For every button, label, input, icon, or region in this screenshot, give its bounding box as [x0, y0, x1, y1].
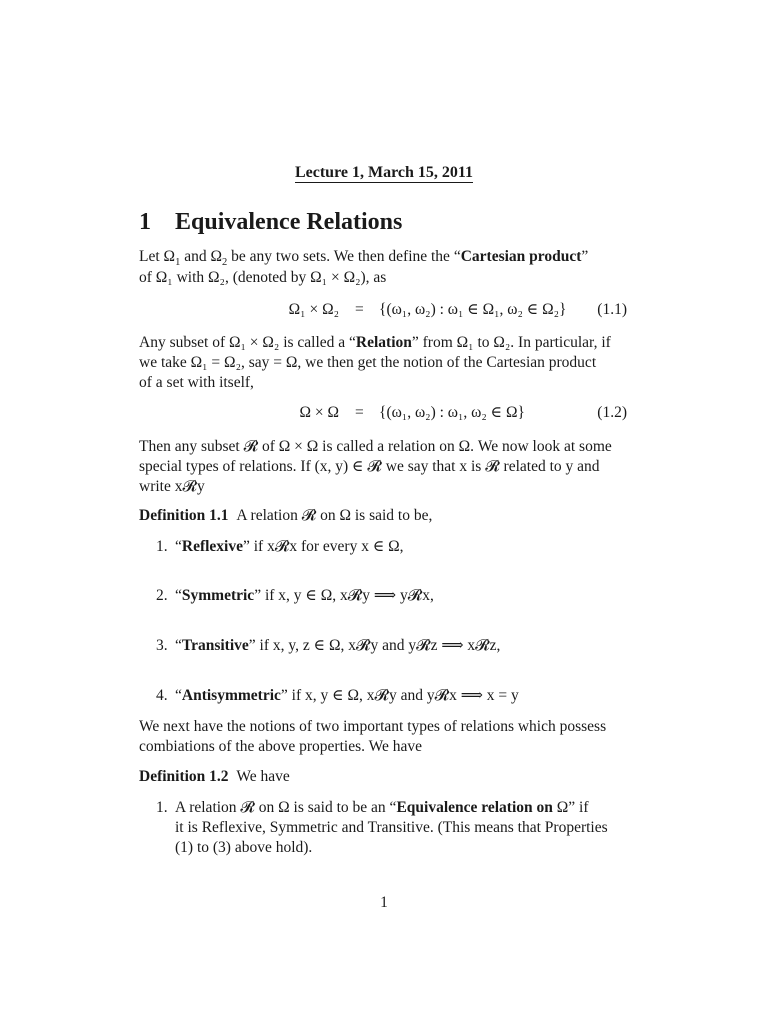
- term-cartesian-product: Cartesian product: [460, 248, 582, 265]
- definition-label: Definition 1.1: [139, 507, 229, 524]
- then-line-1: Then any subset 𝓡 of Ω × Ω is called a relation on Ω. We now look at some: [139, 438, 612, 455]
- equation-equals: =: [355, 301, 364, 318]
- equation-tag: (1.1): [597, 301, 627, 318]
- section-number: 1: [139, 209, 151, 235]
- equation-tag: (1.2): [597, 404, 627, 421]
- then-line-2: special types of relations. If (x, y) ∈ 𝓡 we say that x is 𝓡 related to y and: [139, 458, 600, 475]
- equation-rhs: {(ω₁, ω₂) : ω₁, ω₂ ∈ Ω}: [379, 404, 525, 421]
- definition-text: We have: [236, 768, 290, 785]
- relation-line-3: of a set with itself,: [139, 374, 254, 391]
- term-equivalence-relation: Equivalence relation on: [396, 799, 553, 816]
- equation-rhs: {(ω₁, ω₂) : ω₁ ∈ Ω₁, ω₂ ∈ Ω₂}: [379, 301, 567, 318]
- definition-1-2: [139, 767, 629, 787]
- definition-1-1: [139, 506, 629, 526]
- relation-line-2: we take Ω₁ = Ω₂, say = Ω, we then get the notion of the Cartesian product: [139, 354, 597, 371]
- lecture-heading: Lecture 1, March 15, 2011: [294, 164, 474, 181]
- list-item: 1. A relation 𝓡 on Ω is said to be an “Equivalence relation on Ω” if it is Reflexive, Symmetric and Transitive. (This means that Properties (1) to (3) above hold).: [156, 799, 608, 856]
- page-number: 1: [380, 894, 388, 911]
- term-relation: Relation: [355, 334, 412, 351]
- equation-lhs: Ω₁ × Ω₂: [288, 301, 339, 318]
- intro-line-1: Let $\Omega_1$ and $\Omega_2$ be any two sets. We then define the “Cartesian product”: [139, 248, 589, 268]
- then-line-3: write x𝓡y: [139, 478, 205, 495]
- definition-label: Definition 1.2: [139, 768, 229, 785]
- equation-lhs: Ω × Ω: [299, 404, 339, 421]
- section-heading: [139, 207, 402, 237]
- section-title: Equivalence Relations: [175, 209, 403, 235]
- equation-1-2: [139, 403, 629, 425]
- equation-1-1: [139, 300, 629, 322]
- relation-line-1: Any subset of Ω₁ × Ω₂ is called a “Relation” from Ω₁ to Ω₂. In particular, if: [139, 334, 611, 351]
- next-line-1: We next have the notions of two important types of relations which possess: [139, 718, 607, 735]
- intro-line-2: of Ω₁ with Ω₂, (denoted by Ω₁ × Ω₂), as: [139, 269, 387, 286]
- equation-equals: =: [355, 404, 364, 421]
- definition-text: A relation 𝓡 on Ω is said to be,: [236, 507, 433, 524]
- next-line-2: combiations of the above properties. We have: [139, 738, 422, 755]
